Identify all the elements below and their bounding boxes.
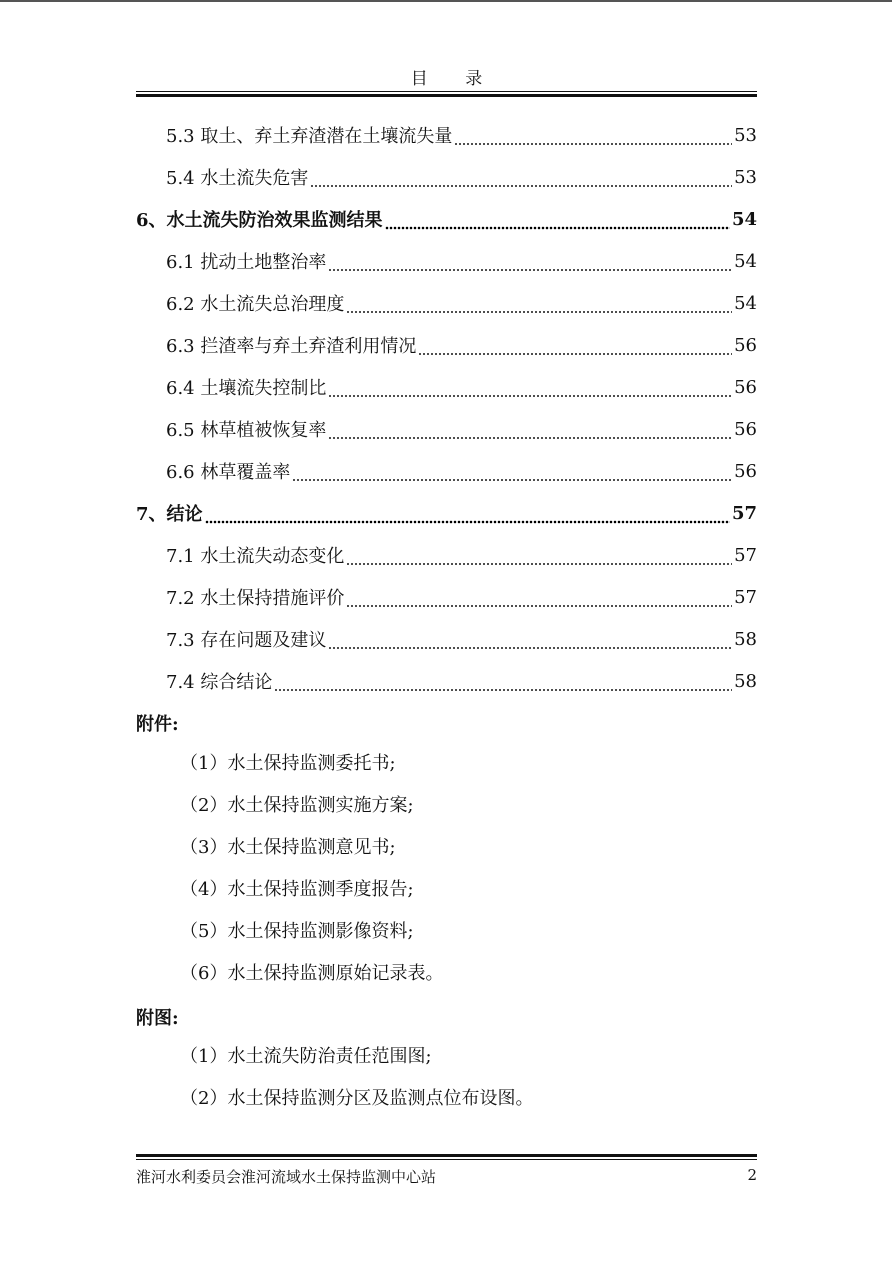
attachments-heading: 附件: [136,714,179,735]
attachments-list [180,743,443,995]
toc-dot-leader [328,379,732,399]
toc-entry[interactable] [136,618,757,660]
toc-entry[interactable] [136,534,757,576]
toc-entry-title: 7、结论 [136,504,203,525]
toc-dot-leader [328,631,732,651]
toc-dot-leader [328,421,732,441]
toc-dot-leader [292,463,732,483]
toc-entry-page: 53 [734,166,757,188]
toc-entry-title: 7.2 水土保持措施评价 [166,588,345,609]
toc-entry[interactable] [136,198,757,240]
list-item: （2）水土保持监测分区及监测点位布设图。 [180,1088,534,1109]
list-item: （4）水土保持监测季度报告; [180,879,414,900]
toc-entry-title: 6.2 水土流失总治理度 [166,294,345,315]
list-item: （5）水土保持监测影像资料; [180,921,414,942]
toc-entry-page: 54 [734,292,757,314]
figures-list [180,1036,533,1120]
toc-entry-page: 57 [734,586,757,608]
toc-entry-title: 6.5 林草植被恢复率 [166,420,327,441]
list-item: （3）水土保持监测意见书; [180,837,396,858]
toc-entry-page: 56 [734,418,757,440]
footer-page-number: 2 [747,1166,757,1184]
toc-entry[interactable] [136,240,757,282]
toc-entry-title: 6.6 林草覆盖率 [166,462,291,483]
list-item: （1）水土保持监测委托书; [180,753,396,774]
toc-dot-leader [274,673,732,693]
toc-dot-leader [205,505,730,525]
table-of-contents [136,114,757,702]
toc-entry-page: 58 [734,670,757,692]
toc-entry-title: 7.1 水土流失动态变化 [166,546,345,567]
toc-entry[interactable] [136,156,757,198]
toc-entry[interactable] [136,366,757,408]
toc-entry-page: 57 [734,544,757,566]
toc-dot-leader [346,589,732,609]
list-item: （1）水土流失防治责任范围图; [180,1046,432,1067]
toc-entry[interactable] [136,408,757,450]
toc-entry[interactable] [136,114,757,156]
toc-entry-title: 6、水土流失防治效果监测结果 [136,210,383,231]
toc-entry[interactable] [136,576,757,618]
footer-rule-thin [136,1159,757,1160]
toc-entry-page: 56 [734,460,757,482]
toc-dot-leader [328,253,732,273]
toc-entry-page: 56 [734,334,757,356]
toc-entry-page: 53 [734,124,757,146]
toc-entry[interactable] [136,450,757,492]
toc-entry-page: 56 [734,376,757,398]
toc-entry-page: 57 [731,502,757,524]
toc-entry-title: 6.1 扰动土地整治率 [166,252,327,273]
list-item: （6）水土保持监测原始记录表。 [180,963,444,984]
toc-dot-leader [346,547,732,567]
toc-entry[interactable] [136,660,757,702]
header-rule-thick [136,94,757,97]
toc-entry-title: 7.4 综合结论 [166,672,273,693]
toc-dot-leader [385,211,730,231]
toc-dot-leader [346,295,732,315]
footer-organization: 淮河水利委员会淮河流域水土保持监测中心站 [136,1168,437,1186]
toc-entry-title: 5.3 取土、弃土弃渣潜在土壤流失量 [166,126,453,147]
toc-entry-title: 6.3 拦渣率与弃土弃渣利用情况 [166,336,417,357]
toc-dot-leader [310,169,732,189]
page-top-border [0,0,892,2]
page-header-title: 目 录 [410,69,499,89]
toc-entry-title: 6.4 土壤流失控制比 [166,378,327,399]
toc-entry-title: 5.4 水土流失危害 [166,168,309,189]
header-rule-thin [136,91,757,92]
toc-entry[interactable] [136,492,757,534]
toc-entry-title: 7.3 存在问题及建议 [166,630,327,651]
figures-heading: 附图: [136,1008,179,1029]
list-item: （2）水土保持监测实施方案; [180,795,414,816]
toc-entry-page: 54 [734,250,757,272]
toc-entry[interactable] [136,282,757,324]
toc-dot-leader [454,127,732,147]
toc-entry-page: 54 [731,208,757,230]
toc-entry-page: 58 [734,628,757,650]
toc-dot-leader [418,337,732,357]
footer-rule-thick [136,1154,757,1157]
toc-entry[interactable] [136,324,757,366]
